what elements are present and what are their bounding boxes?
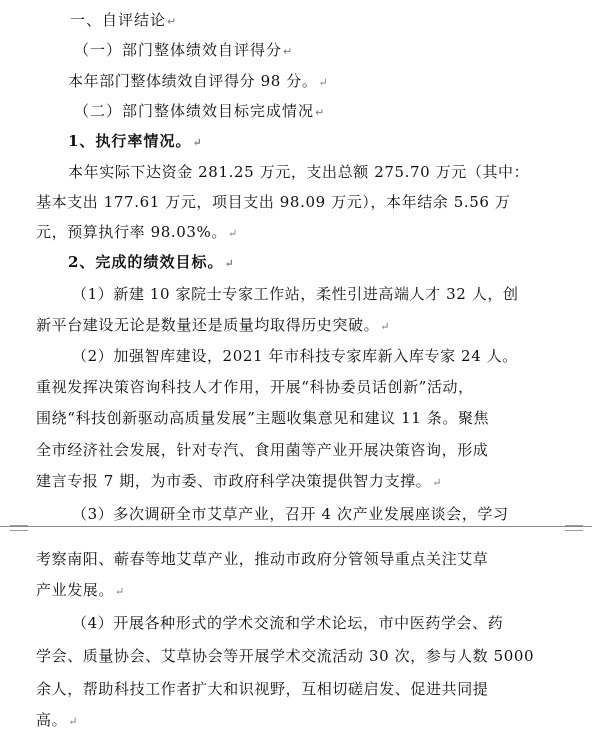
body-text-line: 基本支出 177.61 万元，项目支出 98.09 万元），本年结余 5.56 万	[36, 193, 511, 211]
item-heading: 2、完成的绩效目标。↵	[68, 253, 234, 271]
paragraph-mark: ↵	[315, 106, 325, 119]
body-text-line: 本年实际下达资金 281.25 万元，支出总额 275.70 万元（其中：	[68, 163, 530, 181]
body-text-line: （2）加强智库建设，2021 年市科技专家库新入库专家 24 人。	[72, 347, 518, 365]
paragraph-mark: ↵	[167, 15, 177, 28]
subsection-heading: （一）部门整体绩效自评得分↵	[74, 41, 293, 59]
body-text-line: 考察南阳、蕲春等地艾草产业，推动市政府分管领导重点关注艾草	[36, 550, 489, 568]
paragraph-mark: ↵	[192, 136, 202, 149]
page-corner-mark	[10, 525, 28, 531]
paragraph-mark: ↵	[68, 715, 78, 728]
body-text-line: （1）新建 10 家院士专家工作站，柔性引进高端人才 32 人，创	[72, 285, 519, 303]
page-break-line	[0, 526, 592, 527]
section-heading: 一、自评结论↵	[70, 11, 177, 29]
body-text-line: 高。↵	[36, 711, 78, 729]
item-heading: 1、执行率情况。↵	[68, 132, 202, 150]
paragraph-mark: ↵	[432, 476, 442, 489]
body-text-line: 围绕“科技创新驱动高质量发展”主题收集意见和建议 11 条。聚焦	[36, 409, 490, 427]
paragraph-mark: ↵	[115, 585, 125, 598]
body-text-line: 学会、质量协会、艾草协会等开展学术交流活动 30 次，参与人数 5000	[36, 647, 535, 665]
page-gap	[0, 527, 592, 547]
body-text-line: 建言专报 7 期，为市委、市政府科学决策提供智力支撑。↵	[36, 472, 442, 490]
body-text-line: 重视发挥决策咨询科技人才作用，开展“科协委员话创新”活动，	[36, 378, 474, 396]
body-text-line: 新平台建设无论是数量还是质量均取得历史突破。↵	[36, 316, 390, 334]
body-text-line: 本年部门整体绩效自评得分 98 分。↵	[68, 72, 328, 90]
paragraph-mark: ↵	[227, 227, 238, 240]
body-text-line: （4）开展各种形式的学术交流和学术论坛，市中医药学会、药	[72, 614, 504, 632]
body-text-line: 余人，帮助科技工作者扩大和识视野，互相切磋启发、促进共同提	[36, 680, 489, 698]
body-text-line: （3）多次调研全市艾草产业，召开 4 次产业发展座谈会，学习	[72, 505, 509, 523]
subsection-heading: （二）部门整体绩效目标完成情况↵	[74, 102, 325, 120]
page-corner-mark	[565, 525, 583, 531]
paragraph-mark: ↵	[283, 45, 293, 58]
body-text-line: 全市经济社会发展，针对专汽、食用菌等产业开展决策咨询，形成	[36, 441, 489, 459]
paragraph-mark: ↵	[380, 320, 390, 333]
paragraph-mark: ↵	[318, 76, 328, 89]
body-text-line: 元，预算执行率 98.03%。↵	[36, 223, 238, 241]
paragraph-mark: ↵	[224, 257, 234, 270]
body-text-line: 产业发展。↵	[36, 581, 125, 599]
